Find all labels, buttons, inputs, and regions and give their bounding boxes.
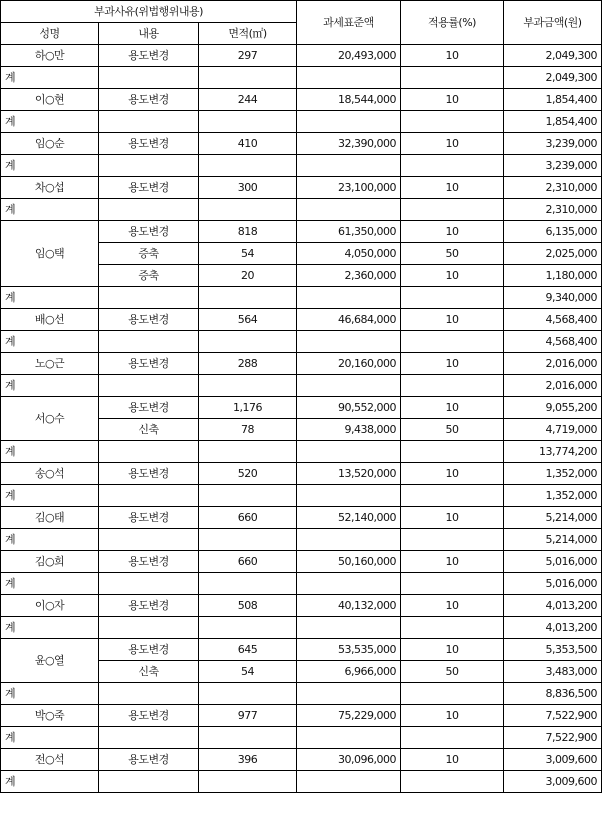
empty-cell [297,155,401,177]
empty-cell [401,375,504,397]
violation-content: 신축 [99,419,199,441]
subtotal-row [1,683,602,705]
subtotal-row [1,331,602,353]
subtotal-label: 계 [1,573,99,595]
person-name: 배○선 [1,309,99,331]
base-price-cell: 23,100,000 [297,177,401,199]
area-cell: 288 [199,353,297,375]
subtotal-amount: 7,522,900 [504,727,602,749]
person-name: 하○만 [1,45,99,67]
amount-cell: 2,025,000 [504,243,602,265]
base-price-cell: 61,350,000 [297,221,401,243]
violation-content: 증축 [99,243,199,265]
amount-cell: 2,049,300 [504,45,602,67]
empty-cell [401,529,504,551]
violation-content: 용도변경 [99,507,199,529]
empty-cell [99,573,199,595]
area-cell: 818 [199,221,297,243]
table-row [1,397,602,419]
subtotal-label: 계 [1,441,99,463]
violation-content: 용도변경 [99,463,199,485]
base-price-cell: 53,535,000 [297,639,401,661]
table-body [1,1,602,793]
empty-cell [199,331,297,353]
table-row [1,89,602,111]
header-name: 성명 [1,23,99,45]
empty-cell [297,683,401,705]
header-content: 내용 [99,23,199,45]
empty-cell [199,683,297,705]
rate-cell: 10 [401,45,504,67]
amount-cell: 6,135,000 [504,221,602,243]
table-row [1,507,602,529]
empty-cell [297,573,401,595]
amount-cell: 3,009,600 [504,749,602,771]
subtotal-amount: 2,016,000 [504,375,602,397]
rate-cell: 10 [401,177,504,199]
empty-cell [199,111,297,133]
empty-cell [297,331,401,353]
amount-cell: 5,353,500 [504,639,602,661]
rate-cell: 10 [401,639,504,661]
subtotal-amount: 1,352,000 [504,485,602,507]
table-row [1,639,602,661]
area-cell: 410 [199,133,297,155]
subtotal-label: 계 [1,287,99,309]
subtotal-amount: 3,009,600 [504,771,602,793]
subtotal-row [1,771,602,793]
amount-cell: 3,239,000 [504,133,602,155]
amount-cell: 1,854,400 [504,89,602,111]
base-price-cell: 6,966,000 [297,661,401,683]
violation-content: 용도변경 [99,133,199,155]
area-cell: 300 [199,177,297,199]
subtotal-label: 계 [1,67,99,89]
subtotal-amount: 5,214,000 [504,529,602,551]
empty-cell [99,199,199,221]
empty-cell [199,441,297,463]
area-cell: 977 [199,705,297,727]
subtotal-amount: 4,013,200 [504,617,602,639]
empty-cell [297,441,401,463]
empty-cell [297,199,401,221]
header-group: 부과사유(위법행위내용) [1,1,297,23]
empty-cell [199,529,297,551]
empty-cell [199,771,297,793]
subtotal-row [1,485,602,507]
header-rate: 적용률(%) [401,1,504,45]
person-name: 윤○열 [1,639,99,683]
rate-cell: 50 [401,243,504,265]
base-price-cell: 4,050,000 [297,243,401,265]
person-name: 서○수 [1,397,99,441]
subtotal-row [1,529,602,551]
area-cell: 20 [199,265,297,287]
rate-cell: 10 [401,89,504,111]
person-name: 노○근 [1,353,99,375]
empty-cell [297,375,401,397]
empty-cell [297,287,401,309]
empty-cell [199,727,297,749]
subtotal-label: 계 [1,771,99,793]
violation-content: 용도변경 [99,595,199,617]
empty-cell [99,485,199,507]
base-price-cell: 52,140,000 [297,507,401,529]
table-row [1,705,602,727]
subtotal-label: 계 [1,111,99,133]
empty-cell [99,617,199,639]
amount-cell: 2,310,000 [504,177,602,199]
subtotal-row [1,155,602,177]
table-row [1,463,602,485]
empty-cell [199,287,297,309]
rate-cell: 50 [401,661,504,683]
area-cell: 244 [199,89,297,111]
amount-cell: 1,352,000 [504,463,602,485]
subtotal-row [1,287,602,309]
subtotal-row [1,375,602,397]
rate-cell: 10 [401,705,504,727]
empty-cell [99,331,199,353]
person-name: 임○택 [1,221,99,287]
empty-cell [99,67,199,89]
empty-cell [99,771,199,793]
empty-cell [99,727,199,749]
area-cell: 564 [199,309,297,331]
empty-cell [99,441,199,463]
violation-content: 용도변경 [99,309,199,331]
violation-content: 증축 [99,265,199,287]
rate-cell: 10 [401,595,504,617]
subtotal-amount: 2,049,300 [504,67,602,89]
base-price-cell: 40,132,000 [297,595,401,617]
header-row [1,1,602,23]
person-name: 박○죽 [1,705,99,727]
base-price-cell: 2,360,000 [297,265,401,287]
violation-content: 용도변경 [99,221,199,243]
subtotal-row [1,67,602,89]
empty-cell [99,529,199,551]
subtotal-row [1,441,602,463]
table-row [1,133,602,155]
empty-cell [401,727,504,749]
subtotal-label: 계 [1,331,99,353]
amount-cell: 4,013,200 [504,595,602,617]
violation-content: 용도변경 [99,705,199,727]
empty-cell [297,771,401,793]
table-row [1,309,602,331]
empty-cell [297,727,401,749]
person-name: 임○순 [1,133,99,155]
subtotal-label: 계 [1,727,99,749]
empty-cell [99,287,199,309]
table-row [1,749,602,771]
empty-cell [199,485,297,507]
person-name: 전○석 [1,749,99,771]
subtotal-amount: 5,016,000 [504,573,602,595]
violation-content: 신축 [99,661,199,683]
header-area: 면적(㎡) [199,23,297,45]
header-base-price: 과세표준액 [297,1,401,45]
empty-cell [401,199,504,221]
empty-cell [401,573,504,595]
subtotal-row [1,199,602,221]
amount-cell: 9,055,200 [504,397,602,419]
table-row [1,177,602,199]
empty-cell [401,287,504,309]
empty-cell [297,67,401,89]
rate-cell: 50 [401,419,504,441]
amount-cell: 3,483,000 [504,661,602,683]
base-price-cell: 32,390,000 [297,133,401,155]
subtotal-label: 계 [1,485,99,507]
subtotal-label: 계 [1,199,99,221]
empty-cell [297,485,401,507]
area-cell: 660 [199,507,297,529]
base-price-cell: 75,229,000 [297,705,401,727]
violation-content: 용도변경 [99,749,199,771]
violation-content: 용도변경 [99,89,199,111]
empty-cell [401,441,504,463]
empty-cell [401,111,504,133]
subtotal-label: 계 [1,617,99,639]
rate-cell: 10 [401,221,504,243]
header-amount: 부과금액(원) [504,1,602,45]
table-row [1,221,602,243]
violation-content: 용도변경 [99,177,199,199]
empty-cell [99,155,199,177]
rate-cell: 10 [401,551,504,573]
subtotal-amount: 3,239,000 [504,155,602,177]
empty-cell [401,155,504,177]
empty-cell [199,375,297,397]
empty-cell [99,111,199,133]
area-cell: 520 [199,463,297,485]
base-price-cell: 46,684,000 [297,309,401,331]
subtotal-label: 계 [1,155,99,177]
violation-content: 용도변경 [99,353,199,375]
empty-cell [199,199,297,221]
empty-cell [99,683,199,705]
person-name: 이○자 [1,595,99,617]
empty-cell [401,331,504,353]
subtotal-label: 계 [1,375,99,397]
subtotal-amount: 8,836,500 [504,683,602,705]
rate-cell: 10 [401,265,504,287]
rate-cell: 10 [401,397,504,419]
area-cell: 78 [199,419,297,441]
base-price-cell: 20,160,000 [297,353,401,375]
amount-cell: 2,016,000 [504,353,602,375]
empty-cell [199,617,297,639]
violation-content: 용도변경 [99,397,199,419]
area-cell: 54 [199,661,297,683]
empty-cell [401,485,504,507]
table-row [1,45,602,67]
empty-cell [297,529,401,551]
subtotal-row [1,727,602,749]
empty-cell [199,573,297,595]
table-row [1,595,602,617]
subtotal-amount: 9,340,000 [504,287,602,309]
person-name: 이○현 [1,89,99,111]
empty-cell [297,617,401,639]
rate-cell: 10 [401,463,504,485]
area-cell: 54 [199,243,297,265]
base-price-cell: 50,160,000 [297,551,401,573]
amount-cell: 5,016,000 [504,551,602,573]
base-price-cell: 90,552,000 [297,397,401,419]
subtotal-label: 계 [1,683,99,705]
area-cell: 508 [199,595,297,617]
subtotal-row [1,111,602,133]
person-name: 송○석 [1,463,99,485]
violation-content: 용도변경 [99,551,199,573]
empty-cell [199,67,297,89]
area-cell: 297 [199,45,297,67]
amount-cell: 4,719,000 [504,419,602,441]
empty-cell [297,111,401,133]
empty-cell [99,375,199,397]
subtotal-row [1,617,602,639]
subtotal-amount: 1,854,400 [504,111,602,133]
person-name: 김○태 [1,507,99,529]
area-cell: 660 [199,551,297,573]
violation-content: 용도변경 [99,45,199,67]
area-cell: 645 [199,639,297,661]
table-row [1,551,602,573]
rate-cell: 10 [401,507,504,529]
base-price-cell: 18,544,000 [297,89,401,111]
violation-content: 용도변경 [99,639,199,661]
empty-cell [401,67,504,89]
empty-cell [401,683,504,705]
subtotal-amount: 13,774,200 [504,441,602,463]
rate-cell: 10 [401,353,504,375]
person-name: 김○희 [1,551,99,573]
base-price-cell: 9,438,000 [297,419,401,441]
amount-cell: 1,180,000 [504,265,602,287]
person-name: 차○섭 [1,177,99,199]
empty-cell [199,155,297,177]
rate-cell: 10 [401,133,504,155]
empty-cell [401,771,504,793]
amount-cell: 7,522,900 [504,705,602,727]
table-row [1,353,602,375]
rate-cell: 10 [401,309,504,331]
subtotal-amount: 4,568,400 [504,331,602,353]
subtotal-label: 계 [1,529,99,551]
amount-cell: 4,568,400 [504,309,602,331]
base-price-cell: 20,493,000 [297,45,401,67]
amount-cell: 5,214,000 [504,507,602,529]
area-cell: 396 [199,749,297,771]
base-price-cell: 13,520,000 [297,463,401,485]
subtotal-row [1,573,602,595]
rate-cell: 10 [401,749,504,771]
area-cell: 1,176 [199,397,297,419]
empty-cell [401,617,504,639]
base-price-cell: 30,096,000 [297,749,401,771]
subtotal-amount: 2,310,000 [504,199,602,221]
